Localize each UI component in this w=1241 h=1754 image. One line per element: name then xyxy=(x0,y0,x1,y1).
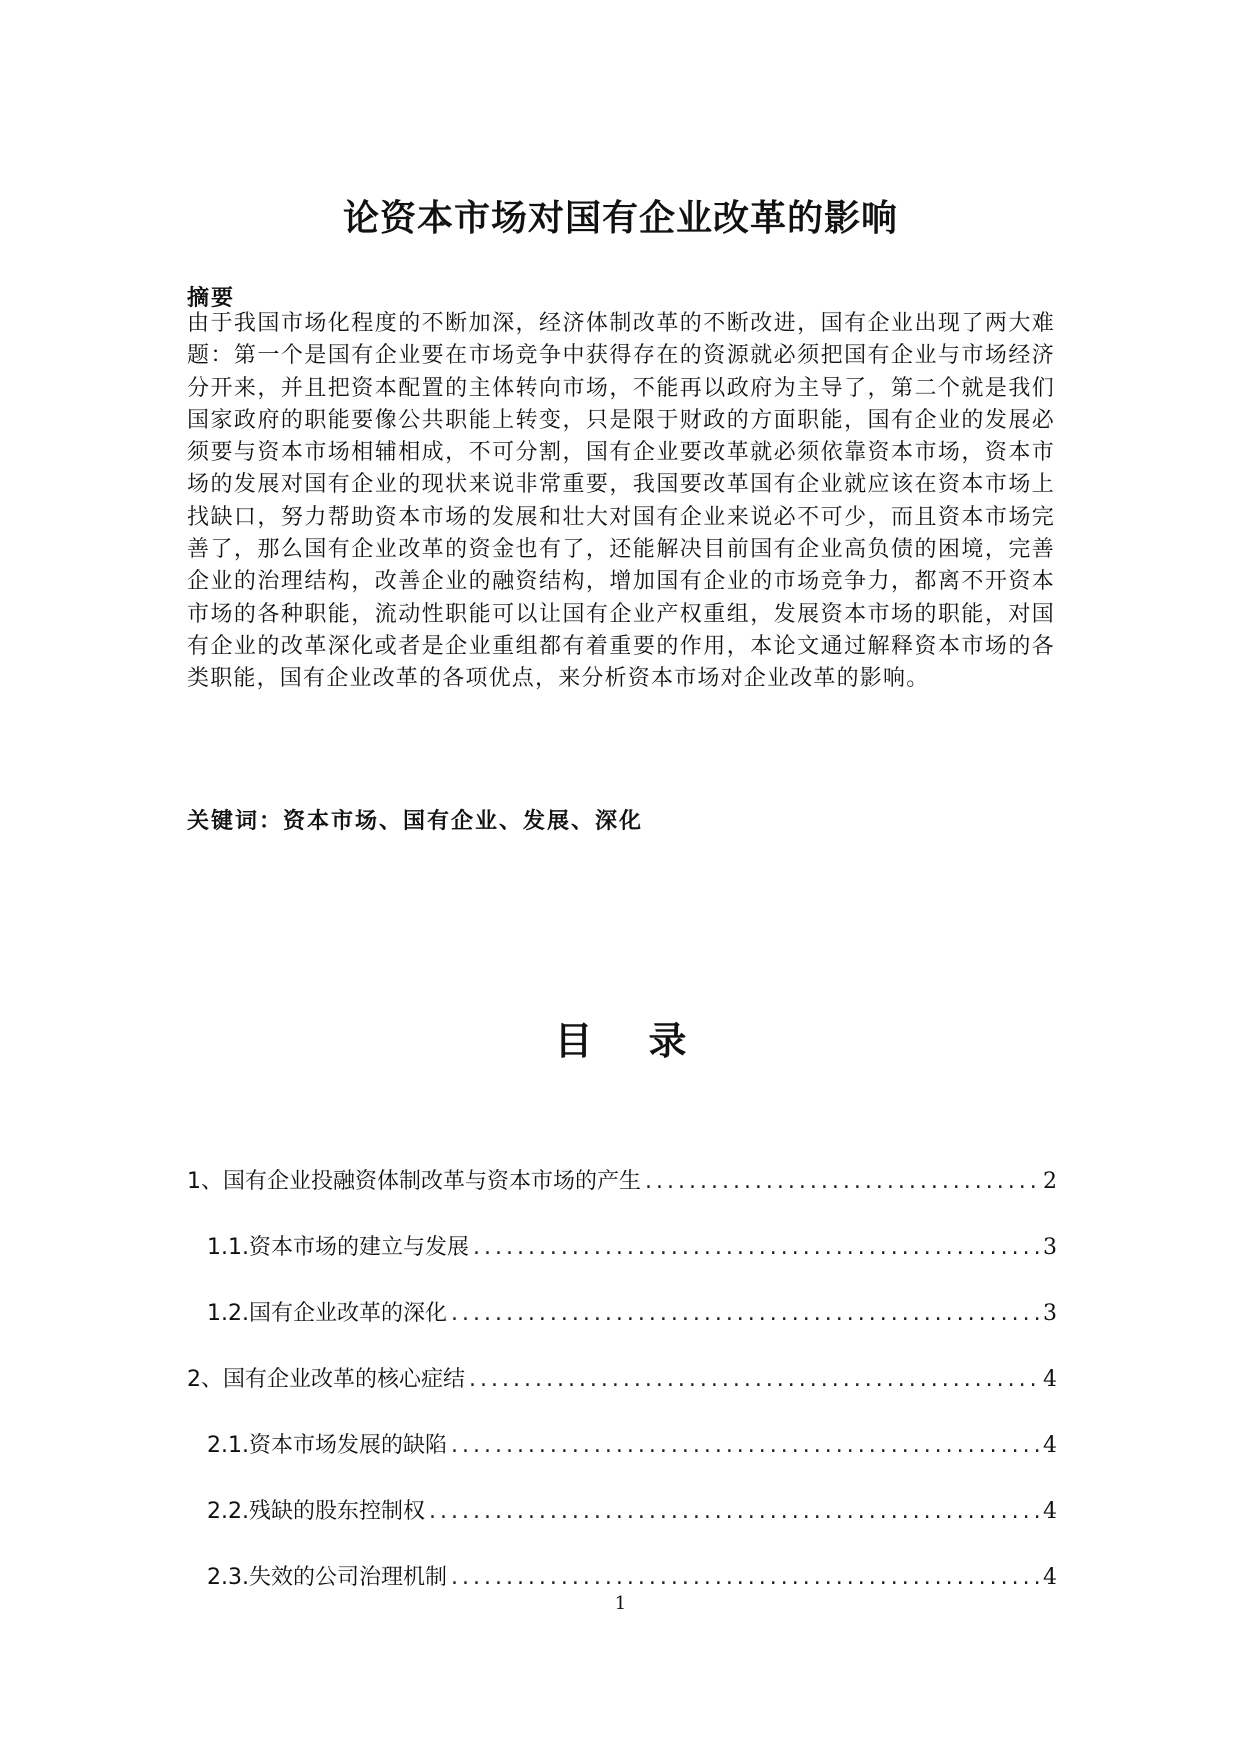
toc-entry-label: 2.1.资本市场发展的缺陷 xyxy=(207,1433,447,1458)
toc-leader-dots xyxy=(451,1301,1039,1326)
toc-list xyxy=(187,1164,1057,1626)
toc-entry[interactable] xyxy=(187,1494,1057,1560)
abstract-label: 摘要 xyxy=(187,285,236,311)
toc-leader-dots xyxy=(645,1169,1039,1194)
toc-entry[interactable] xyxy=(187,1362,1057,1428)
toc-entry[interactable] xyxy=(187,1230,1057,1296)
toc-entry-page: 2 xyxy=(1043,1169,1057,1194)
toc-entry-label: 1.1.资本市场的建立与发展 xyxy=(207,1235,469,1260)
toc-leader-dots xyxy=(451,1433,1039,1458)
page-number: 1 xyxy=(614,1593,627,1614)
toc-entry-page: 4 xyxy=(1043,1433,1057,1458)
toc-title-left: 目 xyxy=(554,1019,593,1063)
toc-entry-label: 2.3.失效的公司治理机制 xyxy=(207,1565,447,1590)
toc-leader-dots xyxy=(429,1499,1039,1524)
toc-entry-page: 4 xyxy=(1043,1367,1057,1392)
keywords-line: 关键词：资本市场、国有企业、发展、深化 xyxy=(187,808,644,834)
toc-leader-dots xyxy=(473,1235,1039,1260)
toc-entry[interactable] xyxy=(187,1428,1057,1494)
toc-leader-dots xyxy=(469,1367,1039,1392)
toc-title xyxy=(0,1010,1241,1065)
toc-entry-page: 3 xyxy=(1043,1301,1057,1326)
abstract-body: 由于我国市场化程度的不断加深，经济体制改革的不断改进，国有企业出现了两大难题：第一个是国有企业要在市场竞争中获得存在的资源就必须把国有企业与市场经济分开来，并且把资本配置的主体转向市场，不能再以政府为主导了，第二个就是我们国家政府的职能要像公共职能上转变，只是限于财政的方面职能，国有企业的发展必须要与资本市场相辅相成，不可分割，国有企业要改革就必须依靠资本市场，资本市场的发展对国有企业的现状来说非常重要，我国要改革国有企业就应该在资本市场上找缺口，努力帮助资本市场的发展和壮大对国有企业来说必不可少，而且资本市场完善了，那么国有企业改革的资金也有了，还能解决目前国有企业高负债的困境，完善企业的治理结构，改善企业的融资结构，增加国有企业的市场竞争力，都离不开资本市场的各种职能，流动性职能可以让国有企业产权重组，发展资本市场的职能，对国有企业的改革深化或者是企业重组都有着重要的作用，本论文通过解释资本市场的各类职能，国有企业改革的各项优点，来分析资本市场对企业改革的影响。 xyxy=(187,311,1055,692)
toc-entry-label: 1.2.国有企业改革的深化 xyxy=(207,1301,447,1326)
toc-entry-label: 2、国有企业改革的核心症结 xyxy=(187,1367,465,1392)
toc-entry[interactable] xyxy=(187,1296,1057,1362)
toc-entry-page: 4 xyxy=(1043,1565,1057,1590)
toc-entry-label: 1、国有企业投融资体制改革与资本市场的产生 xyxy=(187,1169,641,1194)
toc-entry-page: 3 xyxy=(1043,1235,1057,1260)
document-title: 论资本市场对国有企业改革的影响 xyxy=(342,198,898,239)
toc-entry[interactable] xyxy=(187,1164,1057,1230)
toc-entry-label: 2.2.残缺的股东控制权 xyxy=(207,1499,425,1524)
toc-leader-dots xyxy=(451,1565,1039,1590)
toc-entry-page: 4 xyxy=(1043,1499,1057,1524)
toc-title-right: 录 xyxy=(648,1019,687,1063)
